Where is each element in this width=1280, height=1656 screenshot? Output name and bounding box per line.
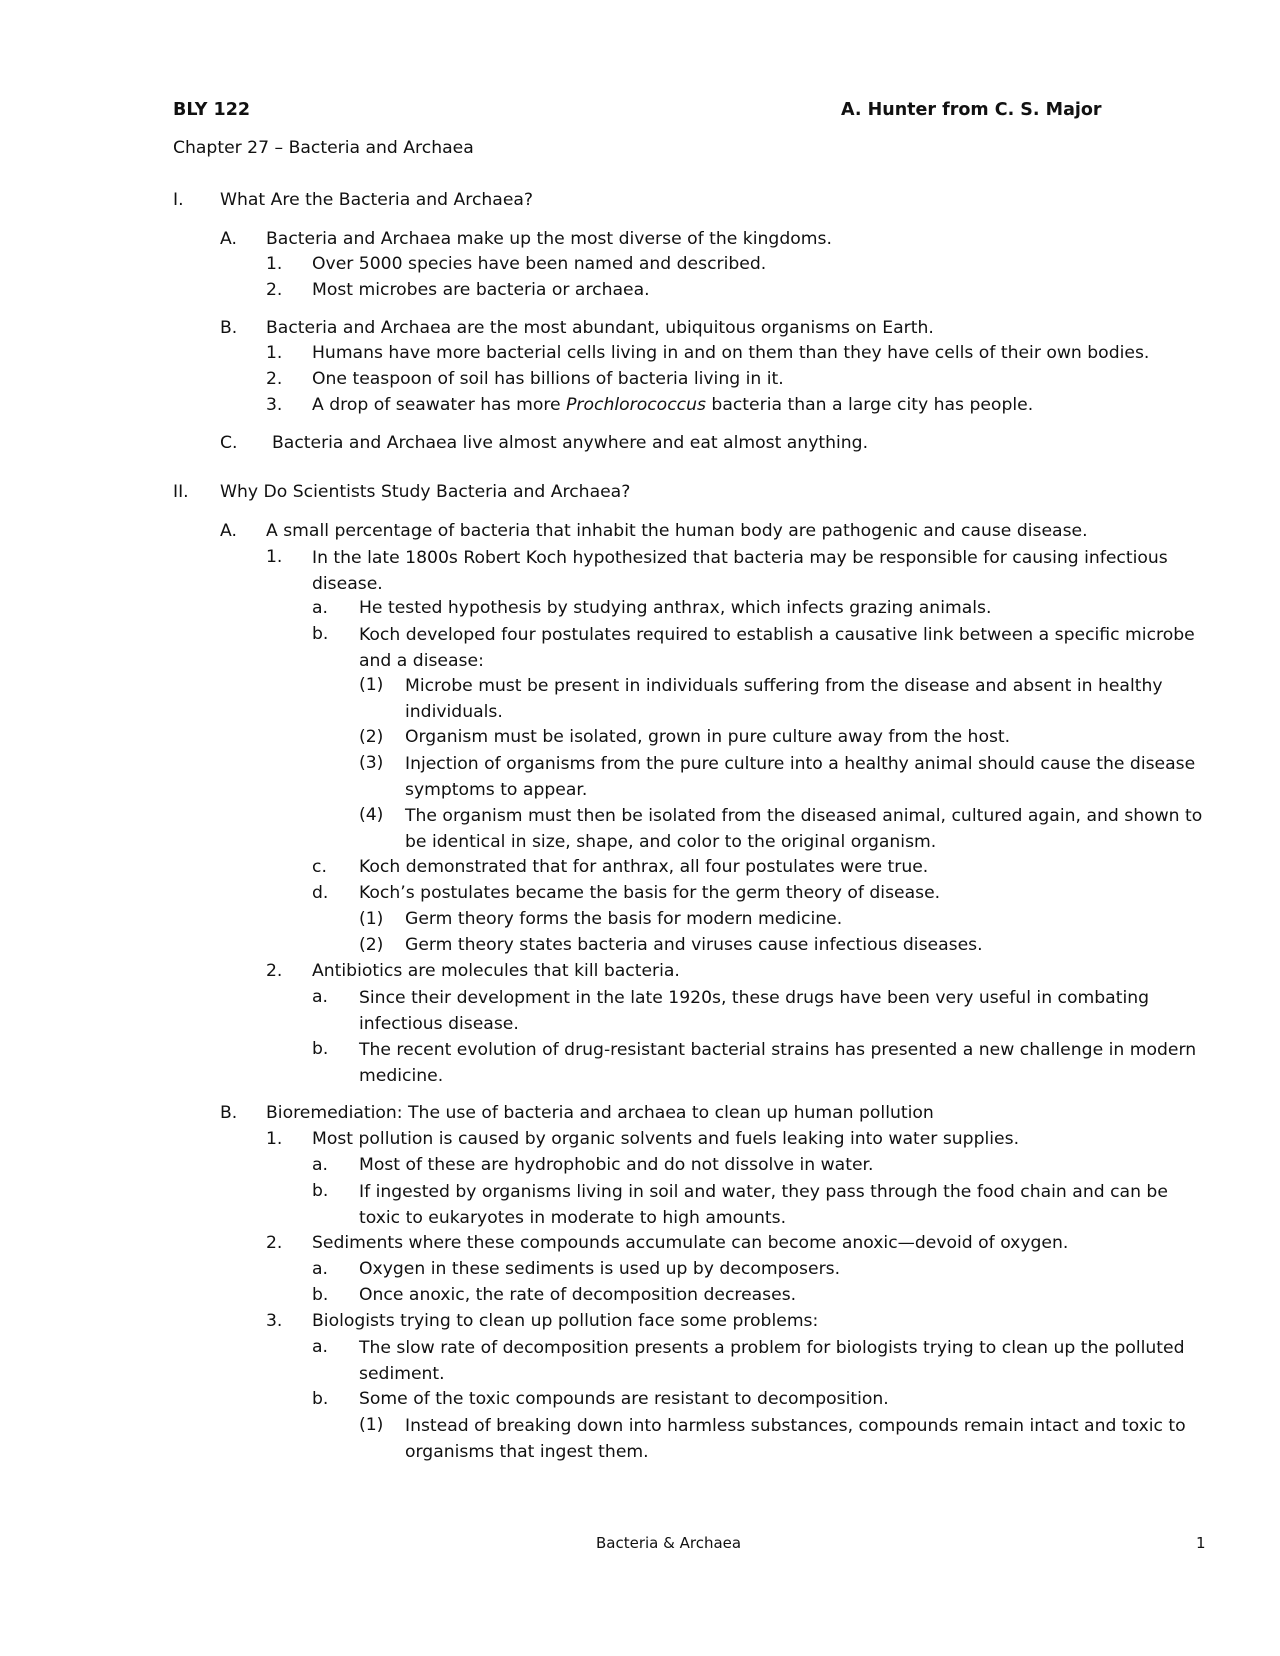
outline-item: Microbe must be present in individuals suffering from the disease and absent in healthy individuals. [405,676,1163,722]
outline-marker: (2) [359,935,384,955]
outline-item: Germ theory forms the basis for modern medicine. [405,909,843,929]
outline-marker: a. [312,1155,328,1175]
outline-marker: b. [312,624,329,644]
outline-item: Sediments where these compounds accumulate can become anoxic—devoid of oxygen. [312,1233,1069,1253]
outline-item: Koch demonstrated that for anthrax, all four postulates were true. [359,857,929,877]
outline-marker: (3) [359,753,384,773]
outline-marker: a. [312,1259,328,1279]
outline-marker: (4) [359,805,384,825]
author-credit: A. Hunter from C. S. Major [841,100,1102,120]
outline-marker: B. [220,1103,238,1123]
outline-marker: C. [220,433,238,453]
course-code: BLY 122 [173,100,251,120]
outline-item: Biologists trying to clean up pollution face some problems: [312,1311,819,1331]
section-heading: What Are the Bacteria and Archaea? [220,190,534,210]
outline-item: Organism must be isolated, grown in pure culture away from the host. [405,727,1011,747]
outline-marker: 1. [266,1129,283,1149]
outline-item: Most of these are hydrophobic and do not dissolve in water. [359,1155,874,1175]
outline-marker: (1) [359,1415,384,1435]
outline-marker: b. [312,1181,329,1201]
outline-marker: 1. [266,547,283,567]
section-heading: Why Do Scientists Study Bacteria and Archaea? [220,482,631,502]
outline-marker: a. [312,598,328,618]
outline-item: Bacteria and Archaea make up the most diverse of the kingdoms. [266,229,832,249]
outline-item: Germ theory states bacteria and viruses cause infectious diseases. [405,935,983,955]
outline-item: A small percentage of bacteria that inhabit the human body are pathogenic and cause disease. [266,521,1088,541]
outline-marker: c. [312,857,327,877]
outline-marker: a. [312,987,328,1007]
section-marker: I. [173,190,184,210]
outline-item: Injection of organisms from the pure culture into a healthy animal should cause the disease symptoms to appear. [405,754,1196,800]
outline-item: One teaspoon of soil has billions of bacteria living in it. [312,369,784,389]
outline-marker: 2. [266,280,283,300]
outline-item: The slow rate of decomposition presents a problem for biologists trying to clean up the polluted sediment. [359,1338,1185,1384]
outline-item: The organism must then be isolated from the diseased animal, cultured again, and shown to be identical in size, shape, and color to the original organism. [405,806,1203,852]
species-name: Prochlorococcus [566,395,706,415]
text-segment: A drop of seawater has more [312,395,567,415]
footer-title: Bacteria & Archaea [596,1534,742,1552]
text-segment: bacteria than a large city has people. [705,395,1034,415]
outline-item: Oxygen in these sediments is used up by decomposers. [359,1259,841,1279]
outline-marker: d. [312,883,329,903]
outline-item: Humans have more bacterial cells living in and on them than they have cells of their own bodies. [312,343,1150,363]
outline-marker: 2. [266,961,283,981]
outline-item: Koch developed four postulates required to establish a causative link between a specific microbe and a disease: [359,625,1195,671]
outline-marker: A. [220,229,237,249]
outline-item: Bioremediation: The use of bacteria and archaea to clean up human pollution [266,1103,934,1123]
outline-marker: (1) [359,909,384,929]
section-marker: II. [173,482,189,502]
outline-marker: b. [312,1039,329,1059]
outline-marker: a. [312,1337,328,1357]
outline-marker: A. [220,521,237,541]
outline-item [312,393,1033,418]
outline-marker: B. [220,318,238,338]
outline-item: Over 5000 species have been named and described. [312,254,767,274]
outline-marker: 1. [266,254,283,274]
outline-item: Bacteria and Archaea are the most abundant, ubiquitous organisms on Earth. [266,318,934,338]
outline-marker: (1) [359,675,384,695]
page-number: 1 [1196,1534,1206,1552]
outline-item: Instead of breaking down into harmless substances, compounds remain intact and toxic to organisms that ingest them. [405,1416,1186,1462]
outline-item: The recent evolution of drug-resistant bacterial strains has presented a new challenge in modern medicine. [359,1040,1197,1086]
outline-marker: 2. [266,369,283,389]
outline-marker: 2. [266,1233,283,1253]
outline-item: If ingested by organisms living in soil and water, they pass through the food chain and can be toxic to eukaryotes in moderate to high amounts. [359,1182,1168,1228]
outline-marker: b. [312,1285,329,1305]
outline-marker: (2) [359,727,384,747]
outline-item: Once anoxic, the rate of decomposition decreases. [359,1285,797,1305]
outline-marker: 1. [266,343,283,363]
outline-item: Koch’s postulates became the basis for the germ theory of disease. [359,883,941,903]
outline-marker: b. [312,1389,329,1409]
chapter-title: Chapter 27 – Bacteria and Archaea [173,138,474,158]
outline-item: Bacteria and Archaea live almost anywhere and eat almost anything. [272,433,869,453]
outline-item: Most microbes are bacteria or archaea. [312,280,650,300]
outline-item: Antibiotics are molecules that kill bacteria. [312,961,680,981]
outline-item: Most pollution is caused by organic solvents and fuels leaking into water supplies. [312,1129,1020,1149]
outline-item: Some of the toxic compounds are resistant to decomposition. [359,1389,889,1409]
outline-marker: 3. [266,395,283,415]
outline-item: In the late 1800s Robert Koch hypothesized that bacteria may be responsible for causing infectious disease. [312,548,1168,594]
outline-item: He tested hypothesis by studying anthrax, which infects grazing animals. [359,598,992,618]
outline-marker: 3. [266,1311,283,1331]
outline-item: Since their development in the late 1920s, these drugs have been very useful in combating infectious disease. [359,988,1150,1034]
